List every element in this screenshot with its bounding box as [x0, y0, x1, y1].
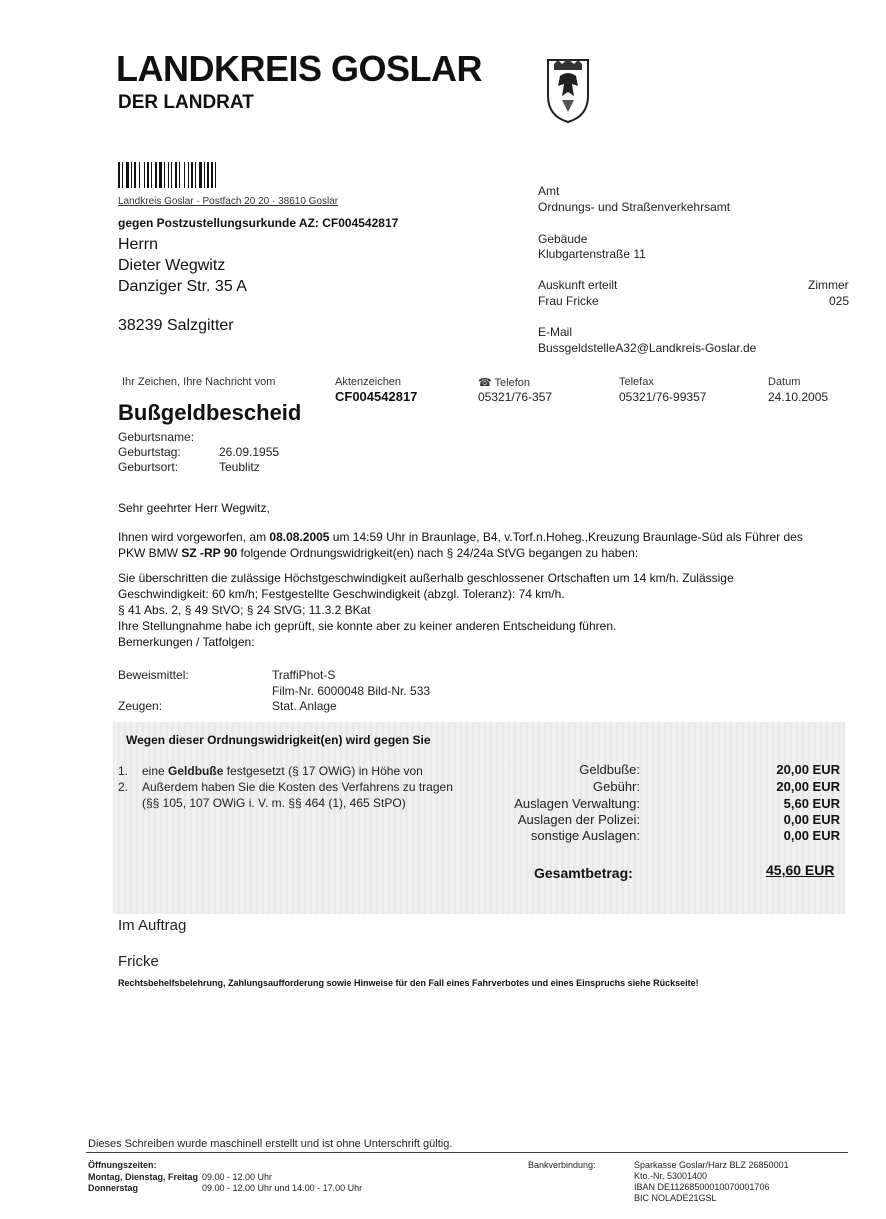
accusation-paragraph [118, 529, 808, 561]
total-label: Gesamtbetrag: [534, 865, 633, 881]
geburtsname-label: Geburtsname: [118, 430, 195, 444]
auskunft-value: Frau Fricke [538, 294, 599, 308]
accusation-plate: SZ -RP 90 [181, 546, 238, 560]
recipient-city: 38239 Salzgitter [118, 317, 234, 334]
im-auftrag: Im Auftrag [118, 917, 187, 934]
zimmer-value: 025 [829, 294, 850, 308]
machine-note: Dieses Schreiben wurde maschinell erstellt und ist ohne Unterschrift gültig. [88, 1138, 453, 1150]
hours-time-2: 09.00 - 12.00 Uhr und 14.00 - 17.00 Uhr [202, 1183, 363, 1193]
telefax-value: 05321/76-99357 [619, 390, 707, 404]
bank-label: Bankverbindung: [528, 1160, 596, 1170]
accusation-text-1: Ihnen wird vorgeworfen, am [118, 530, 270, 544]
datum-value: 24.10.2005 [768, 390, 829, 404]
accusation-date: 08.08.2005 [269, 530, 330, 544]
offense-line-1: Sie überschritten die zulässige Höchstgeschwindigkeit außerhalb geschlossener Ortschaften um 14 km/h. Zulässige [118, 571, 734, 585]
zeugen-value: Stat. Anlage [272, 699, 337, 713]
sender-line: Landkreis Goslar · Postfach 20 20 · 38610 Goslar [118, 196, 339, 207]
auskunft-label: Auskunft erteilt [538, 278, 618, 292]
aktenzeichen-value: CF004542817 [335, 389, 418, 404]
penalty-item-2-number: 2. [118, 780, 129, 794]
ihr-zeichen-label: Ihr Zeichen, Ihre Nachricht vom [122, 376, 276, 388]
total-value: 45,60 EUR [766, 862, 835, 878]
greeting: Sehr geehrter Herr Wegwitz, [118, 501, 270, 515]
cost-value-geldbusse: 20,00 EUR [776, 762, 840, 777]
gebaeude-value: Klubgartenstraße 11 [538, 247, 646, 261]
bank-line-4: BIC NOLADE21GSL [634, 1193, 717, 1203]
cost-label-sonstige-auslagen: sonstige Auslagen: [530, 828, 640, 843]
hours-time-1: 09.00 - 12.00 Uhr [202, 1172, 273, 1182]
email-value[interactable]: BussgeldstelleA32@Landkreis-Goslar.de [538, 341, 757, 355]
penalty-item-1-post: festgesetzt (§ 17 OWiG) in Höhe von [223, 764, 423, 778]
barcode [118, 162, 348, 188]
coat-of-arms-icon [544, 56, 592, 124]
reverse-notice: Rechtsbehelfsbelehrung, Zahlungsaufforderung sowie Hinweise für den Fall eines Fahrverbotes und eines Einspruchs siehe Rückseite! [118, 978, 699, 988]
letterhead-title: LANDKREIS GOSLAR [116, 48, 483, 89]
penalty-box-heading: Wegen dieser Ordnungswidrigkeit(en) wird gegen Sie [126, 733, 431, 747]
penalty-item-1-bold: Geldbuße [168, 764, 224, 778]
offense-line-3: § 41 Abs. 2, § 49 StVO; § 24 StVG; 11.3.2 BKat [118, 603, 371, 617]
penalty-item-1-pre: eine [142, 764, 169, 778]
cost-label-auslagen-verwaltung: Auslagen Verwaltung: [514, 796, 640, 811]
bank-line-3: IBAN DE11268500010070001706 [634, 1182, 770, 1192]
zimmer-label: Zimmer [808, 278, 849, 292]
recipient-street: Danziger Str. 35 A [118, 278, 247, 295]
letterhead-subtitle: DER LANDRAT [118, 92, 254, 113]
cost-value-auslagen-verwaltung: 5,60 EUR [783, 796, 840, 811]
bank-line-1: Sparkasse Goslar/Harz BLZ 26850001 [634, 1160, 789, 1170]
telefon-value: 05321/76-357 [478, 390, 553, 404]
geburtsort-label: Geburtsort: [118, 460, 179, 474]
gebaeude-label: Gebäude [538, 232, 588, 246]
geburtstag-value: 26.09.1955 [219, 445, 280, 459]
penalty-item-2-line-1: Außerdem haben Sie die Kosten des Verfahrens zu tragen [142, 780, 453, 794]
signer-name: Fricke [118, 953, 159, 970]
cost-value-sonstige-auslagen: 0,00 EUR [783, 828, 840, 843]
recipient-name: Dieter Wegwitz [118, 257, 226, 274]
document-title: Bußgeldbescheid [118, 400, 302, 425]
beweismittel-label: Beweismittel: [118, 668, 189, 682]
cost-label-geldbusse: Geldbuße: [579, 762, 640, 777]
bank-line-2: Kto.-Nr. 53001400 [634, 1171, 708, 1181]
telefax-label: Telefax [619, 376, 654, 388]
beweismittel-line-1: TraffiPhot-S [272, 668, 336, 682]
offense-line-4: Ihre Stellungnahme habe ich geprüft, sie konnte aber zu keiner anderen Entscheidung führen. [118, 619, 617, 633]
penalty-item-1-text [142, 764, 423, 778]
penalty-item-1-number: 1. [118, 764, 129, 778]
penalty-item-2-line-2: (§§ 105, 107 OWiG i. V. m. §§ 464 (1), 465 StPO) [142, 796, 406, 810]
telefon-label: ☎ Telefon [478, 377, 531, 389]
aktenzeichen-label: Aktenzeichen [335, 376, 402, 388]
offense-line-2: Geschwindigkeit: 60 km/h; Festgestellte Geschwindigkeit (abzgl. Toleranz): 74 km/h. [118, 587, 565, 601]
accusation-text-2: um 14:59 Uhr in Braunlage, B4, v.Torf.n.Hoheg.,Kreuzung Braunlage-Süd als Führer des PKW BMW [118, 530, 803, 560]
beweismittel-line-2: Film-Nr. 6000048 Bild-Nr. 533 [272, 684, 431, 698]
footer-divider [86, 1152, 848, 1153]
amt-value: Ordnungs- und Straßenverkehrsamt [538, 200, 731, 214]
cost-label-gebuehr: Gebühr: [593, 779, 640, 794]
geburtsort-value: Teublitz [219, 460, 260, 474]
recipient-salutation: Herrn [118, 236, 159, 253]
datum-label: Datum [768, 376, 801, 388]
accusation-text-3: folgende Ordnungswidrigkeit(en) nach § 24/24a StVG begangen zu haben: [237, 546, 639, 560]
cost-value-auslagen-polizei: 0,00 EUR [783, 812, 840, 827]
hours-title: Öffnungszeiten: [88, 1160, 157, 1170]
postal-note: gegen Postzustellungsurkunde AZ: CF004542817 [118, 216, 399, 230]
cost-label-auslagen-polizei: Auslagen der Polizei: [517, 812, 640, 827]
geburtstag-label: Geburtstag: [118, 445, 181, 459]
offense-line-5: Bemerkungen / Tatfolgen: [118, 635, 255, 649]
zeugen-label: Zeugen: [118, 699, 163, 713]
email-label: E-Mail [538, 325, 573, 339]
amt-label: Amt [538, 184, 560, 198]
hours-days-2: Donnerstag [88, 1183, 139, 1193]
cost-value-gebuehr: 20,00 EUR [776, 779, 840, 794]
hours-days-1: Montag, Dienstag, Freitag [88, 1172, 199, 1182]
